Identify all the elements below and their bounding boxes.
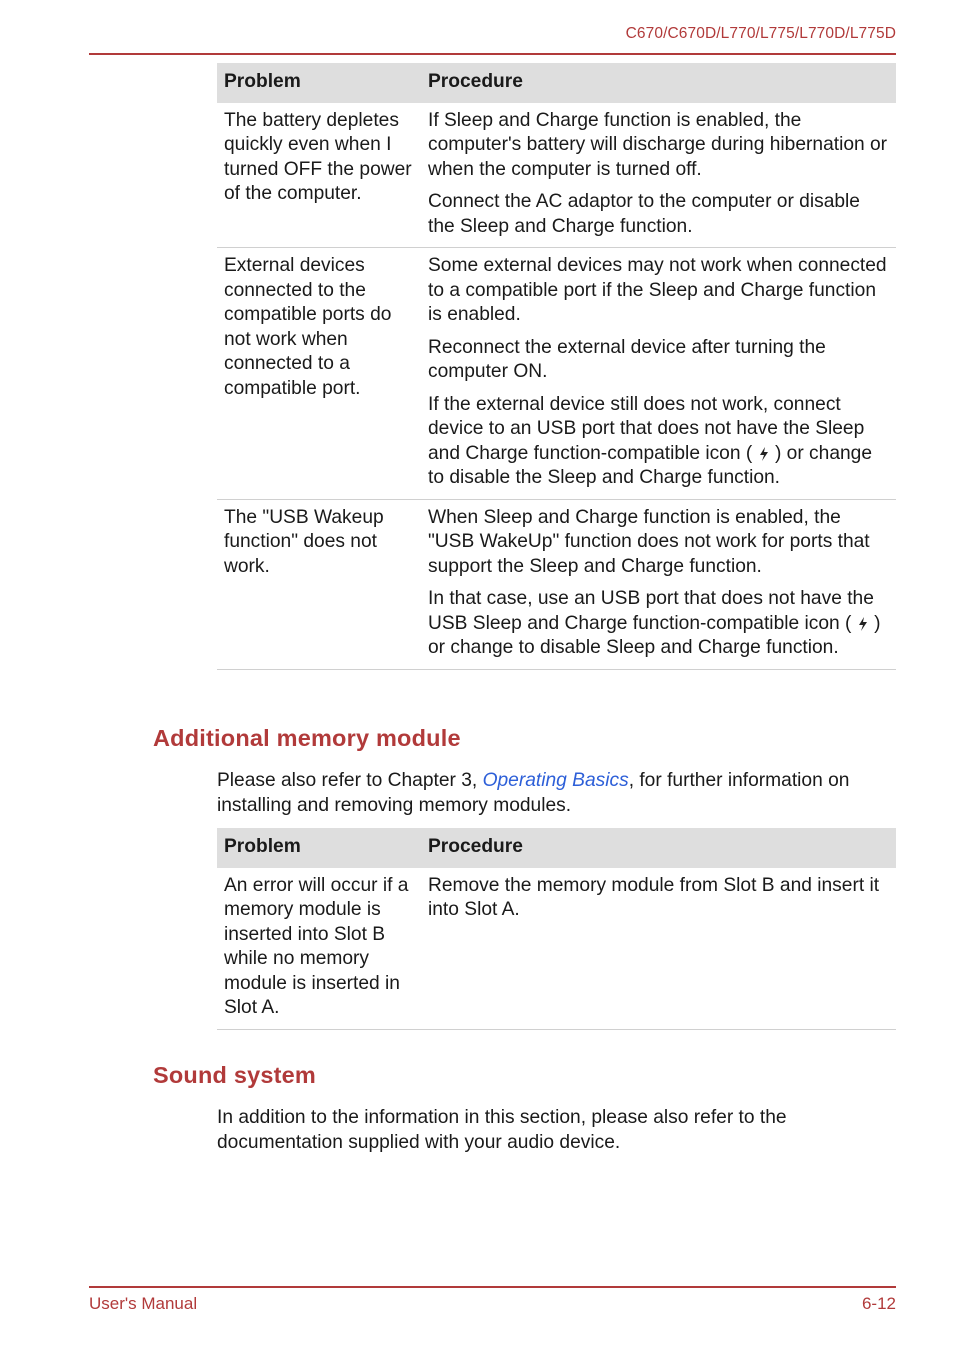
footer-rule <box>89 1286 896 1288</box>
table-row <box>217 248 896 500</box>
intro-text: , for further information on installing and removing memory modules. <box>217 770 850 816</box>
document-model-header: C670/C670D/L770/L775/L770D/L775D <box>625 25 896 42</box>
column-header-problem: Problem <box>217 828 421 868</box>
problem-cell: An error will occur if a memory module is inserted into Slot B while no memory module is inserted in Slot A. <box>217 868 421 1030</box>
table-header-row <box>217 828 896 868</box>
table-header-row <box>217 63 896 103</box>
column-header-procedure: Procedure <box>421 63 896 103</box>
section-heading-sound: Sound system <box>153 1062 317 1088</box>
lightning-bolt-icon <box>857 617 869 631</box>
table-row <box>217 499 896 669</box>
procedure-cell <box>421 103 896 248</box>
table-row <box>217 868 896 1030</box>
footer-manual-title: User's Manual <box>89 1294 198 1313</box>
page-number: 6-12 <box>861 1294 896 1313</box>
procedure-text: ) or change to disable the Sleep and Charge function. <box>428 442 872 488</box>
procedure-paragraph <box>428 587 889 661</box>
problem-cell: The "USB Wakeup function" does not work. <box>217 499 421 669</box>
operating-basics-link[interactable]: Operating Basics <box>482 770 629 791</box>
procedure-paragraph <box>428 393 889 491</box>
section-heading-memory: Additional memory module <box>153 725 461 751</box>
header-rule <box>89 53 896 55</box>
sound-intro-paragraph: In addition to the information in this section, please also refer to the documentation supplied with your audio device. <box>217 1107 787 1153</box>
procedure-paragraph: When Sleep and Charge function is enabled, the "USB WakeUp" function does not work for ports that support the Sleep and Charge function. <box>428 506 870 577</box>
procedure-paragraph: Some external devices may not work when connected to a compatible port if the Sleep and Charge function is enabled. <box>428 255 887 325</box>
column-header-problem: Problem <box>217 63 421 103</box>
procedure-cell <box>421 248 896 500</box>
intro-text: Please also refer to Chapter 3, <box>217 770 483 791</box>
procedure-text: In that case, use an USB port that does not have the USB Sleep and Charge function-compatible icon ( <box>428 588 874 634</box>
lightning-bolt-icon <box>758 447 770 461</box>
procedure-paragraph: Reconnect the external device after turning the computer ON. <box>428 336 826 382</box>
problem-cell: External devices connected to the compatible ports do not work when connected to a compatible port. <box>217 248 421 500</box>
problem-cell: The battery depletes quickly even when I turned OFF the power of the computer. <box>217 103 421 248</box>
column-header-procedure: Procedure <box>421 828 896 868</box>
troubleshooting-table-memory <box>217 828 896 1030</box>
procedure-text: If the external device still does not work, connect device to an USB port that does not have the Sleep and Charge function-compatible icon ( <box>428 393 865 464</box>
memory-intro-paragraph <box>217 769 897 818</box>
procedure-cell <box>421 868 896 1030</box>
procedure-paragraph: Connect the AC adaptor to the computer or disable the Sleep and Charge function. <box>428 191 860 237</box>
procedure-paragraph: Remove the memory module from Slot B and insert it into Slot A. <box>428 874 880 920</box>
procedure-paragraph: If Sleep and Charge function is enabled, the computer's battery will discharge during hibernation or when the computer is turned off. <box>428 109 888 180</box>
procedure-cell <box>421 499 896 669</box>
procedure-text: ) or change to disable Sleep and Charge function. <box>428 612 881 658</box>
troubleshooting-table-sleep-charge <box>217 63 896 670</box>
table-row <box>217 103 896 248</box>
